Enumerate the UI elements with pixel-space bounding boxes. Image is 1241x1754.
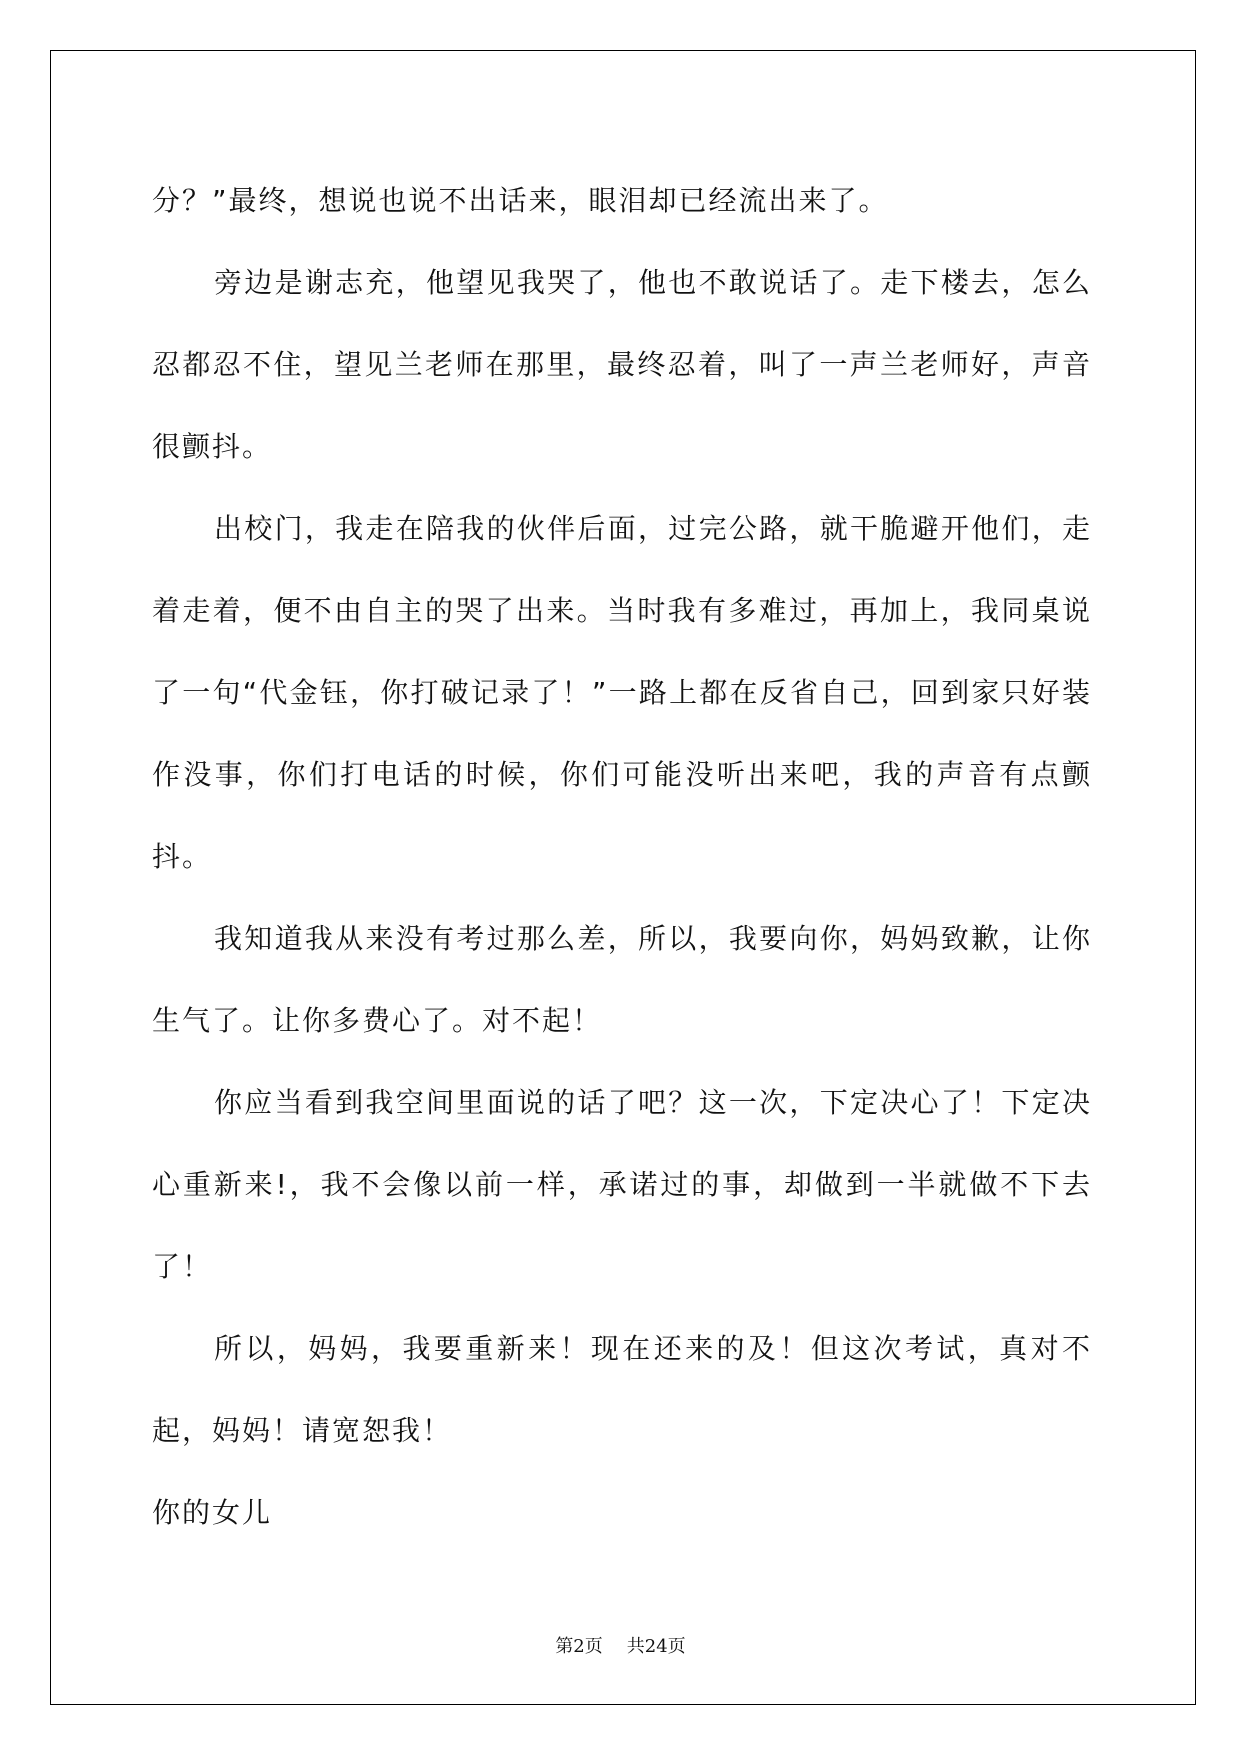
letter-body bbox=[152, 160, 1092, 1554]
paragraph-5: 你应当看到我空间里面说的话了吧？这一次，下定决心了！下定决心重新来!，我不会像以前一样，承诺过的事，却做到一半就做不下去了！ bbox=[152, 1086, 1092, 1283]
paragraph-2: 旁边是谢志充，他望见我哭了，他也不敢说话了。走下楼去，怎么忍都忍不住，望见兰老师在那里，最终忍着，叫了一声兰老师好，声音很颤抖。 bbox=[152, 266, 1092, 463]
paragraph-6: 所以，妈妈，我要重新来！现在还来的及！但这次考试，真对不起，妈妈！请宽恕我！ bbox=[152, 1332, 1092, 1447]
page-footer bbox=[0, 1632, 1241, 1658]
total-pages: 共24页 bbox=[626, 1636, 686, 1657]
paragraph-1: 分？”最终，想说也说不出话来，眼泪却已经流出来了。 bbox=[152, 184, 889, 217]
closing-signature: 你的女儿 bbox=[152, 1496, 273, 1529]
paragraph-4: 我知道我从来没有考过那么差，所以，我要向你，妈妈致歉，让你生气了。让你多费心了。对不起！ bbox=[152, 922, 1092, 1037]
page-number: 第2页 bbox=[555, 1636, 603, 1657]
paragraph-3: 出校门，我走在陪我的伙伴后面，过完公路，就干脆避开他们，走着走着，便不由自主的哭了出来。当时我有多难过，再加上，我同桌说了一句“代金钰，你打破记录了！”一路上都在反省自己，回到家只好装作没事，你们打电话的时候，你们可能没听出来吧，我的声音有点颤抖。 bbox=[152, 512, 1092, 873]
